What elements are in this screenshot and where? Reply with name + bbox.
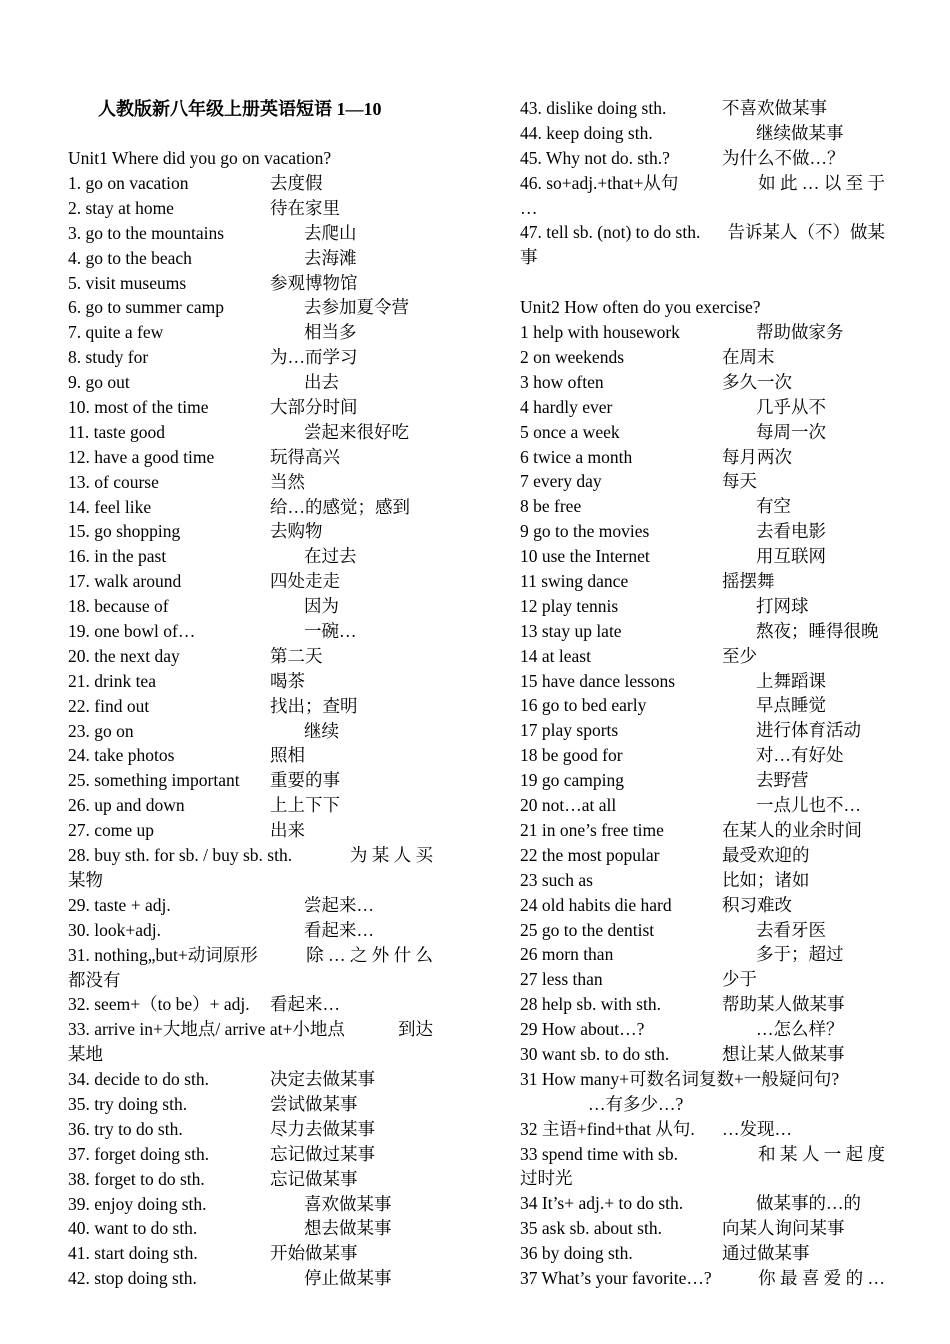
phrase-item [68, 370, 433, 395]
phrase-item [68, 221, 433, 246]
phrase-item [68, 694, 433, 719]
phrase-item [520, 569, 885, 594]
phrase-english: 16. in the past [68, 546, 167, 567]
phrase-chinese: 去看电影 [756, 521, 826, 542]
phrase-english: 36 by doing sth. [520, 1243, 633, 1264]
phrase-item [520, 1191, 885, 1216]
phrase-chinese: 上上下下 [270, 795, 340, 816]
phrase-item [68, 420, 433, 445]
phrase-item-47 [520, 220, 885, 245]
phrase-english: 30. look+adj. [68, 919, 161, 940]
phrase-continuation: 都没有 [68, 969, 121, 990]
phrase-chinese: 积习难改 [722, 894, 792, 915]
phrase-english: 35 ask sb. about sth. [520, 1218, 662, 1239]
phrase-english: 22. find out [68, 695, 150, 716]
phrase-item [68, 1142, 433, 1167]
unit1-heading: Unit1 Where did you go on vacation? [68, 148, 332, 168]
phrase-chinese: 想让某人做某事 [722, 1043, 845, 1064]
phrase-english: 22 the most popular [520, 844, 660, 865]
phrase-chinese: 一点儿也不… [756, 795, 861, 816]
phrase-chinese: 打网球 [756, 595, 809, 616]
phrase-english: 47. tell sb. (not) to do sth. [520, 222, 701, 243]
phrase-item [68, 743, 433, 768]
phrase-chinese: 停止做某事 [304, 1268, 392, 1289]
phrase-item [68, 320, 433, 345]
phrase-item [68, 619, 433, 644]
phrase-english: 28. buy sth. for sb. / buy sb. sth. [68, 845, 293, 866]
phrase-item [520, 469, 885, 494]
phrase-english: 9. go out [68, 372, 130, 393]
phrase-item [68, 295, 433, 320]
phrase-item [68, 1216, 433, 1241]
phrase-english: 10 use the Internet [520, 546, 650, 567]
phrase-english: 39. enjoy doing sth. [68, 1193, 207, 1214]
phrase-english: 40. want to do sth. [68, 1218, 198, 1239]
phrase-item [520, 345, 885, 370]
phrase-english: 25. something important [68, 770, 240, 791]
phrase-item [68, 1067, 433, 1092]
phrase-item-31 [68, 943, 433, 968]
phrase-english: 7 every day [520, 471, 602, 492]
phrase-english: 14 at least [520, 645, 591, 666]
phrase-chinese: 当然 [270, 471, 305, 492]
phrase-item [68, 171, 433, 196]
phrase-chinese: 几乎从不 [756, 396, 826, 417]
phrase-english: 13 stay up late [520, 620, 622, 641]
phrase-item [68, 719, 433, 744]
phrase-continuation: 某物 [68, 869, 103, 890]
unit1-phrase-list-3 [68, 1067, 433, 1291]
phrase-chinese: 参观博物馆 [270, 272, 358, 293]
phrase-chinese: 继续 [304, 720, 339, 741]
phrase-item [68, 1117, 433, 1142]
unit1-phrase-list [68, 171, 433, 843]
phrase-item [68, 445, 433, 470]
phrase-english: 24. take photos [68, 745, 175, 766]
phrase-chinese: 不喜欢做某事 [722, 98, 827, 118]
phrase-chinese: 在周末 [722, 347, 775, 368]
phrase-chinese: 帮助某人做某事 [722, 994, 845, 1015]
phrase-item [68, 1241, 433, 1266]
phrase-item [68, 1092, 433, 1117]
phrase-chinese: 你 最 喜 爱 的 … [758, 1267, 885, 1288]
phrase-chinese: 每周一次 [756, 421, 826, 442]
phrase-english: 4. go to the beach [68, 247, 192, 268]
phrase-english: 46. so+adj.+that+从句 [520, 172, 679, 193]
phrase-item [68, 1266, 433, 1291]
unit2-phrase-list-2 [520, 1191, 885, 1266]
phrase-item [68, 246, 433, 271]
phrase-english: 19. one bowl of… [68, 621, 196, 642]
phrase-item-32 [68, 992, 433, 1017]
phrase-item [520, 420, 885, 445]
phrase-chinese: 去看牙医 [756, 919, 826, 940]
phrase-item-33 [520, 1142, 885, 1167]
phrase-english: 18 be good for [520, 745, 623, 766]
phrase-item [520, 146, 885, 171]
phrase-english: 23. go on [68, 720, 134, 741]
phrase-chinese: 告诉某人（不）做某 [727, 222, 885, 243]
phrase-chinese: 熬夜；睡得很晚 [756, 620, 879, 641]
phrase-item [520, 743, 885, 768]
document-title: 人教版新八年级上册英语短语 1—10 [98, 99, 382, 119]
phrase-chinese: 出去 [304, 372, 339, 393]
phrase-english: 35. try doing sth. [68, 1093, 188, 1114]
phrase-chinese: 忘记做过某事 [270, 1143, 375, 1164]
phrase-item [68, 918, 433, 943]
phrase-chinese: 有空 [756, 496, 791, 517]
phrase-chinese: 待在家里 [270, 197, 340, 218]
phrase-english: 19 go camping [520, 770, 625, 791]
phrase-chinese: 尽力去做某事 [270, 1118, 375, 1139]
phrase-chinese: 上舞蹈课 [756, 670, 826, 691]
phrase-item-46 [520, 171, 885, 196]
phrase-continuation: 某地 [68, 1044, 103, 1065]
phrase-item [68, 569, 433, 594]
phrase-chinese: 大部分时间 [270, 397, 358, 418]
right-column [520, 96, 885, 1291]
phrase-item [520, 818, 885, 843]
phrase-english: 15. go shopping [68, 521, 181, 542]
phrase-chinese: 至少 [722, 645, 757, 666]
phrase-english: 42. stop doing sth. [68, 1268, 197, 1289]
phrase-english: 11 swing dance [520, 571, 629, 592]
phrase-english: 29. taste + adj. [68, 894, 171, 915]
phrase-english: 13. of course [68, 471, 159, 492]
phrase-english: 16 go to bed early [520, 695, 647, 716]
phrase-chinese: 因为 [304, 596, 339, 617]
phrase-item [68, 470, 433, 495]
phrase-english: 17. walk around [68, 571, 182, 592]
phrase-item [520, 96, 885, 121]
blank-line [520, 270, 885, 295]
phrase-chinese: 进行体育活动 [756, 720, 861, 741]
phrase-english: 18. because of [68, 596, 169, 617]
phrase-english: 21 in one’s free time [520, 819, 664, 840]
phrase-item [520, 644, 885, 669]
phrase-chinese: 去参加夏令营 [304, 297, 409, 318]
phrase-item [520, 992, 885, 1017]
phrase-english: 27 less than [520, 969, 603, 990]
phrase-item-33 [68, 1017, 433, 1042]
phrase-chinese: 尝试做某事 [270, 1093, 358, 1114]
phrase-item [520, 594, 885, 619]
phrase-english: 4 hardly ever [520, 396, 613, 417]
phrase-item [520, 843, 885, 868]
phrase-item [520, 121, 885, 146]
phrase-chinese: 决定去做某事 [270, 1069, 375, 1090]
phrase-english: 11. taste good [68, 421, 166, 442]
phrase-item-28 [68, 843, 433, 868]
phrase-english: 37. forget doing sth. [68, 1143, 210, 1164]
phrase-chinese: 去度假 [270, 173, 323, 193]
phrase-english: 37 What’s your favorite…? [520, 1267, 712, 1288]
phrase-item [68, 1167, 433, 1192]
phrase-item [68, 644, 433, 669]
phrase-item [520, 370, 885, 395]
phrase-english: 7. quite a few [68, 322, 164, 343]
phrase-chinese: 重要的事 [270, 770, 340, 791]
phrase-english: 32 主语+find+that 从句. [520, 1118, 695, 1139]
phrase-chinese: 给…的感觉；感到 [270, 496, 410, 517]
phrase-english: 34 It’s+ adj.+ to do sth. [520, 1193, 684, 1214]
phrase-item [68, 594, 433, 619]
phrase-item [520, 445, 885, 470]
phrase-chinese: 忘记做某事 [270, 1168, 358, 1189]
phrase-item [68, 818, 433, 843]
phrase-item [68, 1192, 433, 1217]
phrase-english: 1 help with housework [520, 322, 680, 343]
phrase-item [68, 893, 433, 918]
phrase-english: 34. decide to do sth. [68, 1069, 209, 1090]
phrase-chinese: 帮助做家务 [756, 322, 844, 343]
phrase-chinese: 用互联网 [756, 546, 826, 567]
phrase-chinese: 对…有好处 [756, 745, 844, 766]
phrase-chinese: 相当多 [304, 322, 357, 343]
phrase-continuation: 过时光 [520, 1168, 573, 1189]
phrase-item-32 [520, 1117, 885, 1142]
phrase-item [520, 967, 885, 992]
phrase-item [520, 768, 885, 793]
phrase-item [520, 1017, 885, 1042]
phrase-item [520, 893, 885, 918]
phrase-chinese: 通过做某事 [722, 1243, 810, 1264]
phrase-chinese: 为什么不做…？ [722, 147, 845, 168]
phrase-chinese: 去野营 [756, 770, 809, 791]
unit2-heading: Unit2 How often do you exercise? [520, 297, 761, 318]
phrase-chinese: 出来 [270, 820, 305, 841]
phrase-english: 1. go on vacation [68, 173, 189, 193]
phrase-item [520, 1241, 885, 1266]
phrase-item [520, 395, 885, 420]
phrase-chinese: 多于；超过 [756, 944, 844, 965]
phrase-chinese: 摇摆舞 [722, 571, 775, 592]
phrase-english: 23 such as [520, 869, 593, 890]
phrase-english: 5. visit museums [68, 272, 187, 293]
phrase-item [520, 619, 885, 644]
phrase-item-31: 31 How many+可数名词复数+一般疑问句? [520, 1068, 840, 1089]
phrase-item [520, 918, 885, 943]
phrase-chinese: 尝起来… [304, 894, 374, 915]
phrase-chinese: 看起来… [304, 919, 374, 940]
phrase-chinese: 为 某 人 买 [349, 845, 433, 866]
phrase-english: 2. stay at home [68, 197, 174, 218]
phrase-english: 26 morn than [520, 944, 614, 965]
phrase-item [520, 942, 885, 967]
phrase-chinese: 在过去 [304, 546, 357, 567]
phrase-english: 20 not…at all [520, 795, 617, 816]
phrase-chinese: …怎么样？ [756, 1019, 844, 1040]
phrase-chinese: 喜欢做某事 [304, 1193, 392, 1214]
phrase-english: 30 want sb. to do sth. [520, 1043, 670, 1064]
phrase-english: 20. the next day [68, 645, 180, 666]
phrase-item [520, 669, 885, 694]
phrase-item [520, 718, 885, 743]
phrase-item [68, 196, 433, 221]
phrase-chinese: 看起来… [270, 994, 340, 1015]
phrase-english: 8. study for [68, 347, 149, 368]
phrase-item [68, 345, 433, 370]
phrase-chinese: 去爬山 [304, 222, 357, 243]
phrase-continuation: … [520, 197, 538, 218]
phrase-chinese: …发现… [722, 1118, 792, 1139]
phrase-english: 36. try to do sth. [68, 1118, 183, 1139]
phrase-english: 10. most of the time [68, 397, 209, 418]
phrase-english: 38. forget to do sth. [68, 1168, 205, 1189]
unit1-phrase-list-cont [520, 96, 885, 171]
phrase-chinese: 第二天 [270, 645, 323, 666]
phrase-continuation: 事 [520, 247, 538, 268]
phrase-item-37 [520, 1266, 885, 1291]
phrase-item [68, 793, 433, 818]
phrase-chinese: 继续做某事 [756, 122, 844, 143]
phrase-chinese: 在某人的业余时间 [722, 819, 862, 840]
phrase-english: 17 play sports [520, 720, 619, 741]
phrase-chinese: 尝起来很好吃 [304, 421, 409, 442]
phrase-english: 12 play tennis [520, 595, 619, 616]
phrase-english: 29 How about…? [520, 1019, 645, 1040]
phrase-chinese: 喝茶 [270, 670, 305, 691]
phrase-english: 15 have dance lessons [520, 670, 676, 691]
phrase-english: 28 help sb. with sth. [520, 994, 661, 1015]
phrase-chinese: 和 某 人 一 起 度 [758, 1143, 885, 1164]
phrase-item [520, 1216, 885, 1241]
phrase-chinese: 最受欢迎的 [722, 844, 810, 865]
phrase-english: 41. start doing sth. [68, 1243, 198, 1264]
phrase-chinese: 想去做某事 [304, 1218, 392, 1239]
phrase-continuation: …有多少…? [588, 1093, 684, 1114]
unit1-phrase-list-2 [68, 893, 433, 943]
phrase-chinese: 一碗… [304, 621, 357, 642]
phrase-english: 12. have a good time [68, 446, 215, 467]
phrase-item [68, 768, 433, 793]
phrase-chinese: 照相 [270, 745, 305, 766]
phrase-item [68, 544, 433, 569]
phrase-chinese: 为…而学习 [270, 347, 358, 368]
phrase-english: 33. arrive in+大地点/ arrive at+小地点 [68, 1019, 345, 1040]
phrase-english: 31. nothing„but+动词原形 [68, 944, 258, 965]
phrase-english: 26. up and down [68, 795, 185, 816]
phrase-item [520, 793, 885, 818]
phrase-item [520, 693, 885, 718]
phrase-english: 9 go to the movies [520, 521, 650, 542]
phrase-english: 6 twice a month [520, 446, 633, 467]
phrase-chinese: 四处走走 [270, 571, 340, 592]
phrase-english: 5 once a week [520, 421, 620, 442]
phrase-english: 45. Why not do. sth.? [520, 147, 670, 168]
phrase-english: 3 how often [520, 371, 604, 392]
phrase-item [68, 519, 433, 544]
phrase-english: 14. feel like [68, 496, 152, 517]
phrase-chinese: 找出；查明 [270, 695, 358, 716]
phrase-english: 24 old habits die hard [520, 894, 672, 915]
phrase-chinese: 做某事的…的 [756, 1193, 861, 1214]
phrase-chinese: 向某人询问某事 [722, 1218, 845, 1239]
phrase-english: 6. go to summer camp [68, 297, 225, 318]
phrase-chinese: 早点睡觉 [756, 695, 826, 716]
phrase-chinese: 开始做某事 [270, 1243, 358, 1264]
phrase-chinese: 少于 [722, 969, 757, 990]
phrase-item [68, 669, 433, 694]
phrase-item [520, 868, 885, 893]
phrase-english: 8 be free [520, 496, 582, 517]
phrase-english: 44. keep doing sth. [520, 122, 653, 143]
phrase-english: 2 on weekends [520, 347, 625, 368]
phrase-english: 3. go to the mountains [68, 222, 225, 243]
phrase-item [520, 519, 885, 544]
left-column [68, 96, 433, 1291]
phrase-item [520, 1042, 885, 1067]
phrase-item [520, 320, 885, 345]
unit2-phrase-list [520, 320, 885, 1067]
phrase-chinese: 每天 [722, 471, 757, 492]
phrase-chinese: 去购物 [270, 521, 323, 542]
phrase-chinese: 每月两次 [722, 446, 792, 467]
phrase-chinese: 多久一次 [722, 371, 792, 392]
phrase-english: 33 spend time with sb. [520, 1143, 678, 1164]
phrase-chinese: 去海滩 [304, 247, 357, 268]
phrase-chinese: 除 … 之 外 什 么 [306, 944, 433, 965]
phrase-item [68, 271, 433, 296]
phrase-english: 32. seem+（to be）+ adj. [68, 994, 250, 1015]
phrase-chinese: 比如；诸如 [722, 869, 810, 890]
phrase-item [68, 395, 433, 420]
phrase-item [520, 544, 885, 569]
phrase-english: 21. drink tea [68, 670, 156, 691]
phrase-chinese: 如 此 … 以 至 于 [758, 172, 885, 193]
phrase-english: 27. come up [68, 820, 155, 841]
phrase-english: 25 go to the dentist [520, 919, 655, 940]
phrase-item [520, 494, 885, 519]
phrase-item [68, 495, 433, 520]
phrase-chinese: 到达 [398, 1019, 433, 1040]
phrase-english: 43. dislike doing sth. [520, 98, 667, 118]
phrase-chinese: 玩得高兴 [270, 446, 340, 467]
